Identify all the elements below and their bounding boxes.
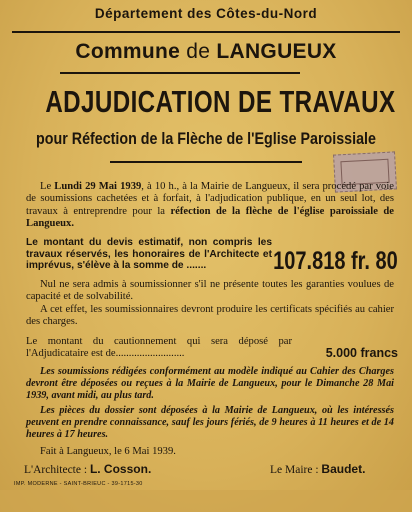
- estimate-amount: 107.818 fr. 80: [273, 247, 398, 275]
- caution-amount: 5.000 francs: [325, 346, 398, 360]
- divider-top: [12, 31, 400, 33]
- paragraph-submissions: Les soumissions rédigées conformément au modèle indiqué au Cahier des Charges devront être déposées ou reçues à la Mairie de Langueux, pour le Dimanche 28 Mai 1939, avant midi, au plus tard.: [26, 366, 394, 401]
- architect-label: L'Architecte :: [24, 464, 90, 476]
- architect-name: L. Cosson.: [89, 462, 152, 476]
- announcement-intro: Le: [40, 181, 55, 192]
- divider-commune: [60, 72, 300, 74]
- announcement-object: réfection de la flèche de l'église paroissiale de Langueux.: [26, 205, 394, 229]
- certificates-text: A cet effet, les soumissionnaires devront produire les certificats spécifiés au cahier des charges.: [26, 303, 394, 327]
- department-heading: Département des Côtes-du-Nord: [94, 6, 318, 21]
- printer-imprint: IMP. MODERNE - SAINT-BRIEUC - 39-1715-30: [14, 481, 143, 487]
- made-at-date: Fait à Langueux, le 6 Mai 1939.: [40, 446, 176, 457]
- paragraph-caution: Le montant du cautionnement qui sera déposé par l'Adjudicataire est de..........................: [26, 336, 292, 360]
- paragraph-estimate: Le montant du devis estimatif, non compris les travaux réservés, les honoraires de l'Architecte et imprévus, s'élève à la somme de .......: [26, 237, 272, 272]
- paper-edge: [0, 490, 412, 512]
- announcement-date: Lundi 29 Mai 1939: [54, 181, 142, 192]
- subtitle: pour Réfection de la Flèche de l'Eglise Paroissiale: [36, 129, 376, 148]
- paragraph-announcement: [26, 181, 394, 230]
- announcement-body: , à 10 h., à la Mairie de Langueux, il sera procédé par voie de soumissions cachetées et à forfait, à l'adjudication publique, en un seul lot, des travaux à entreprendre pour la: [26, 181, 394, 217]
- mayor-label: Le Maire :: [270, 464, 322, 476]
- commune-de: de: [180, 40, 217, 63]
- commune-heading: [0, 40, 412, 64]
- main-title: ADJUDICATION DE TRAVAUX: [45, 84, 396, 119]
- mayor-signature: [270, 462, 365, 476]
- architect-signature: [24, 462, 151, 476]
- divider-subtitle: [110, 161, 302, 163]
- commune-name: LANGUEUX: [216, 40, 337, 63]
- commune-prefix: Commune: [75, 40, 181, 63]
- mayor-name: Baudet.: [321, 462, 366, 476]
- paragraph-admission: [26, 279, 394, 328]
- paragraph-documents: Les pièces du dossier sont déposées à la Mairie de Langueux, où les intéressés peuvent en prendre connaissance, sauf les jours fériés, de 9 heures à 11 heures et de 14 heures à 17 heures.: [26, 405, 394, 440]
- admission-text: Nul ne sera admis à soumissionner s'il ne présente toutes les garanties voulues de capacité et de solvabilité.: [26, 279, 394, 303]
